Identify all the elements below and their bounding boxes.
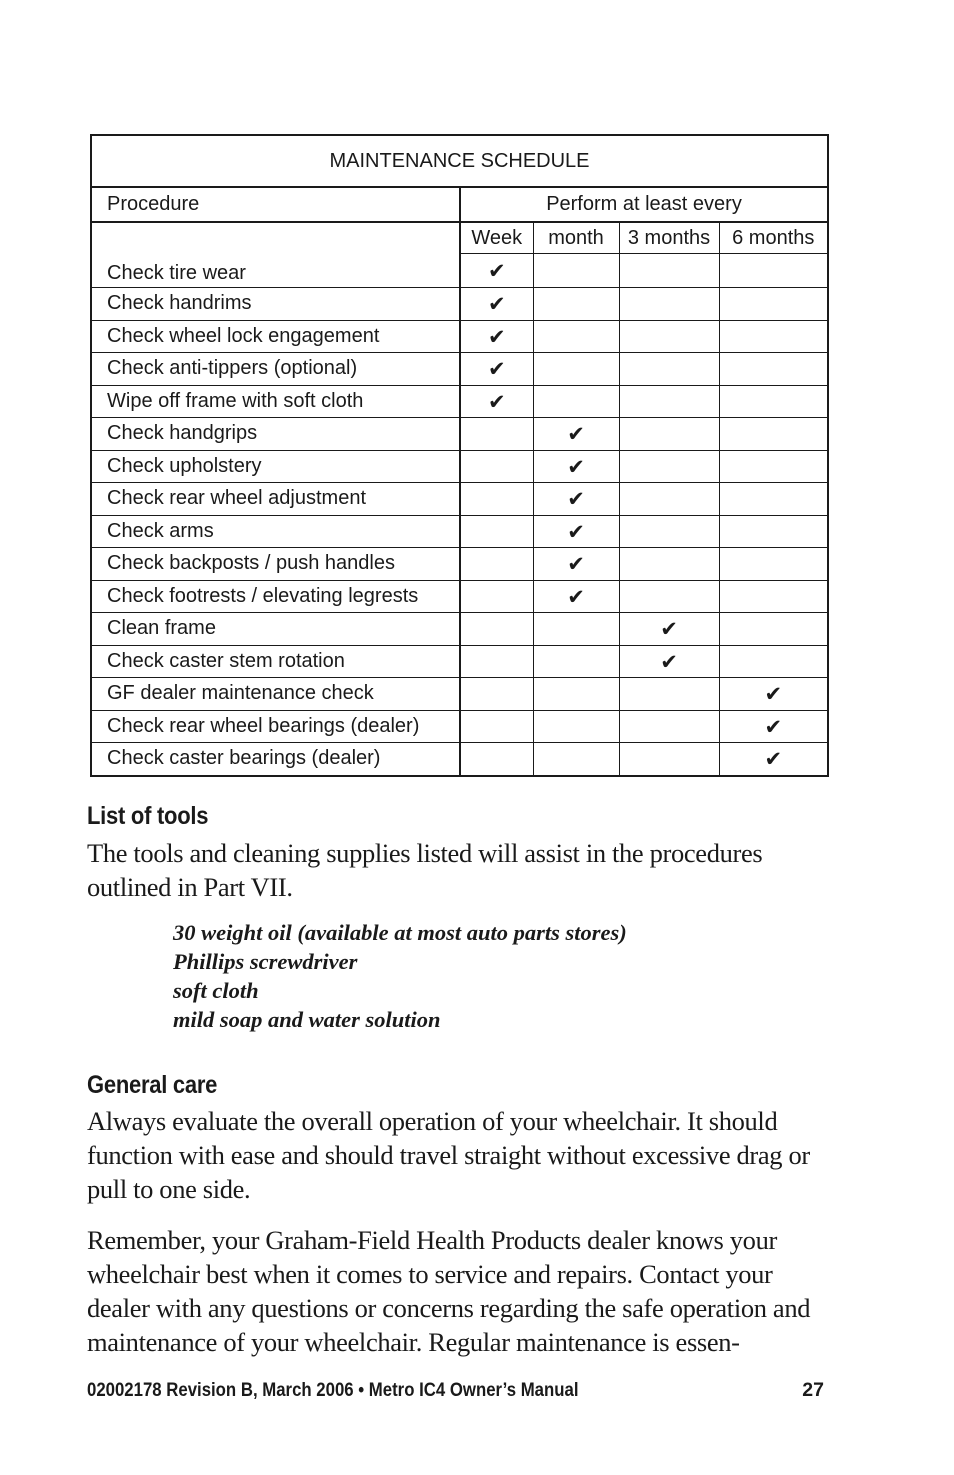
frequency-cell (619, 613, 719, 646)
procedure-cell: Check tire wear (91, 254, 460, 288)
table-row (91, 450, 828, 483)
procedure-cell: Check caster stem rotation (91, 645, 460, 678)
table-row (91, 548, 828, 581)
procedure-cell: Check backposts / push handles (91, 548, 460, 581)
tool-item: mild soap and water solution (173, 1007, 441, 1032)
frequency-cell (460, 613, 533, 646)
table-row (91, 613, 828, 646)
check-mark-icon: ✔ (660, 649, 678, 674)
procedure-cell: Check anti-tippers (optional) (91, 353, 460, 386)
check-mark-icon: ✔ (764, 682, 783, 707)
general-care-paragraph-1: Always evaluate the overall operation of your wheelchair. It should function with ease and should travel straight without excessive drag or pull to one side. (87, 1106, 810, 1204)
frequency-cell (719, 254, 828, 288)
table-row (91, 580, 828, 613)
procedure-cell: Check caster bearings (dealer) (91, 743, 460, 776)
frequency-cell (619, 450, 719, 483)
frequency-cell (619, 353, 719, 386)
procedure-cell: Check arms (91, 515, 460, 548)
frequency-cell (533, 288, 619, 321)
procedure-cell: Check handgrips (91, 418, 460, 451)
check-mark-icon: ✔ (487, 259, 506, 283)
column-header-week: Week (460, 222, 533, 254)
check-mark-icon: ✔ (487, 389, 506, 414)
check-mark-icon: ✔ (567, 519, 585, 544)
frequency-cell (719, 548, 828, 581)
frequency-cell (460, 710, 533, 743)
frequency-cell (719, 710, 828, 743)
frequency-cell (619, 483, 719, 516)
table-row (91, 678, 828, 711)
procedure-cell: Check footrests / elevating legrests (91, 580, 460, 613)
tool-item: Phillips screwdriver (173, 949, 358, 974)
footer-document-info: 02002178 Revision B, March 2006 • Metro IC4 Owner’s Manual (87, 1379, 579, 1401)
check-mark-icon: ✔ (567, 552, 585, 577)
frequency-cell (619, 548, 719, 581)
table-row (91, 515, 828, 548)
frequency-cell (460, 288, 533, 321)
table-row (91, 385, 828, 418)
page-number: 27 (802, 1379, 824, 1401)
frequency-cell (460, 353, 533, 386)
frequency-cell (719, 743, 828, 776)
frequency-cell (533, 678, 619, 711)
table-title: MAINTENANCE SCHEDULE (91, 135, 828, 187)
frequency-cell (533, 580, 619, 613)
frequency-cell (533, 450, 619, 483)
check-mark-icon: ✔ (487, 357, 506, 382)
procedure-cell: Check rear wheel adjustment (91, 483, 460, 516)
check-mark-icon: ✔ (764, 747, 783, 772)
frequency-cell (460, 254, 533, 288)
column-header-month: month (533, 222, 619, 254)
general-care-paragraph-2: Remember, your Graham-Field Health Products dealer knows your wheelchair best when it comes to service and repairs. Contact your dealer with any questions or concerns regarding the safe operation and maintenance of your wheelchair. Regular maintenance is essen- (87, 1225, 811, 1357)
frequency-cell (460, 645, 533, 678)
frequency-cell (719, 613, 828, 646)
frequency-cell (719, 678, 828, 711)
frequency-cell (619, 418, 719, 451)
frequency-cell (460, 515, 533, 548)
tool-item: soft cloth (173, 978, 259, 1003)
frequency-cell (719, 515, 828, 548)
tool-item: 30 weight oil (available at most auto parts stores) (173, 920, 627, 945)
frequency-cell (460, 743, 533, 776)
frequency-cell (719, 418, 828, 451)
frequency-cell (619, 515, 719, 548)
procedure-cell: Check rear wheel bearings (dealer) (91, 710, 460, 743)
frequency-cell (619, 385, 719, 418)
check-mark-icon: ✔ (764, 714, 783, 739)
frequency-cell (533, 743, 619, 776)
frequency-cell (460, 385, 533, 418)
frequency-column-header: Perform at least every (460, 187, 828, 222)
table-row (91, 710, 828, 743)
maintenance-schedule-table (90, 134, 829, 777)
frequency-cell (719, 353, 828, 386)
procedure-cell: Check upholstery (91, 450, 460, 483)
frequency-cell (460, 483, 533, 516)
frequency-cell (719, 450, 828, 483)
frequency-cell (619, 254, 719, 288)
frequency-cell (719, 320, 828, 353)
table-row (91, 743, 828, 776)
check-mark-icon: ✔ (567, 422, 585, 447)
frequency-cell (719, 580, 828, 613)
frequency-cell (619, 580, 719, 613)
frequency-cell (619, 743, 719, 776)
check-mark-icon: ✔ (487, 324, 506, 349)
table-row (91, 288, 828, 321)
column-header-3-months: 3 months (619, 222, 719, 254)
general-care-heading: General care (87, 1071, 218, 1099)
frequency-cell (719, 385, 828, 418)
table-row (91, 353, 828, 386)
frequency-cell (533, 710, 619, 743)
frequency-cell (460, 418, 533, 451)
frequency-cell (719, 645, 828, 678)
frequency-cell (719, 288, 828, 321)
check-mark-icon: ✔ (567, 487, 585, 512)
frequency-cell (460, 678, 533, 711)
check-mark-icon: ✔ (660, 617, 678, 642)
frequency-cell (533, 385, 619, 418)
table-row (91, 320, 828, 353)
check-mark-icon: ✔ (487, 292, 506, 317)
frequency-cell (619, 710, 719, 743)
tools-heading: List of tools (87, 802, 209, 830)
frequency-cell (533, 320, 619, 353)
frequency-cell (619, 678, 719, 711)
frequency-cell (719, 483, 828, 516)
procedure-cell: Clean frame (91, 613, 460, 646)
frequency-cell (460, 450, 533, 483)
procedure-cell: Check wheel lock engagement (91, 320, 460, 353)
frequency-cell (533, 613, 619, 646)
check-mark-icon: ✔ (567, 454, 585, 479)
frequency-cell (533, 548, 619, 581)
tools-list (173, 918, 627, 1034)
tools-intro: The tools and cleaning supplies listed will assist in the procedures outlined in Part VII. (87, 838, 763, 902)
procedure-cell: Wipe off frame with soft cloth (91, 385, 460, 418)
frequency-cell (460, 580, 533, 613)
frequency-cell (533, 483, 619, 516)
frequency-cell (533, 515, 619, 548)
column-header-6-months: 6 months (719, 222, 828, 254)
frequency-cell (460, 320, 533, 353)
header-spacer (91, 222, 460, 254)
frequency-cell (533, 353, 619, 386)
frequency-cell (619, 320, 719, 353)
frequency-cell (460, 548, 533, 581)
frequency-cell (533, 418, 619, 451)
procedure-column-header: Procedure (91, 187, 460, 222)
table-row (91, 418, 828, 451)
procedure-cell: Check handrims (91, 288, 460, 321)
table-row (91, 254, 828, 288)
table-row (91, 645, 828, 678)
frequency-cell (619, 645, 719, 678)
check-mark-icon: ✔ (567, 584, 585, 609)
frequency-cell (619, 288, 719, 321)
table-row (91, 483, 828, 516)
frequency-cell (533, 254, 619, 288)
frequency-cell (533, 645, 619, 678)
procedure-cell: GF dealer maintenance check (91, 678, 460, 711)
